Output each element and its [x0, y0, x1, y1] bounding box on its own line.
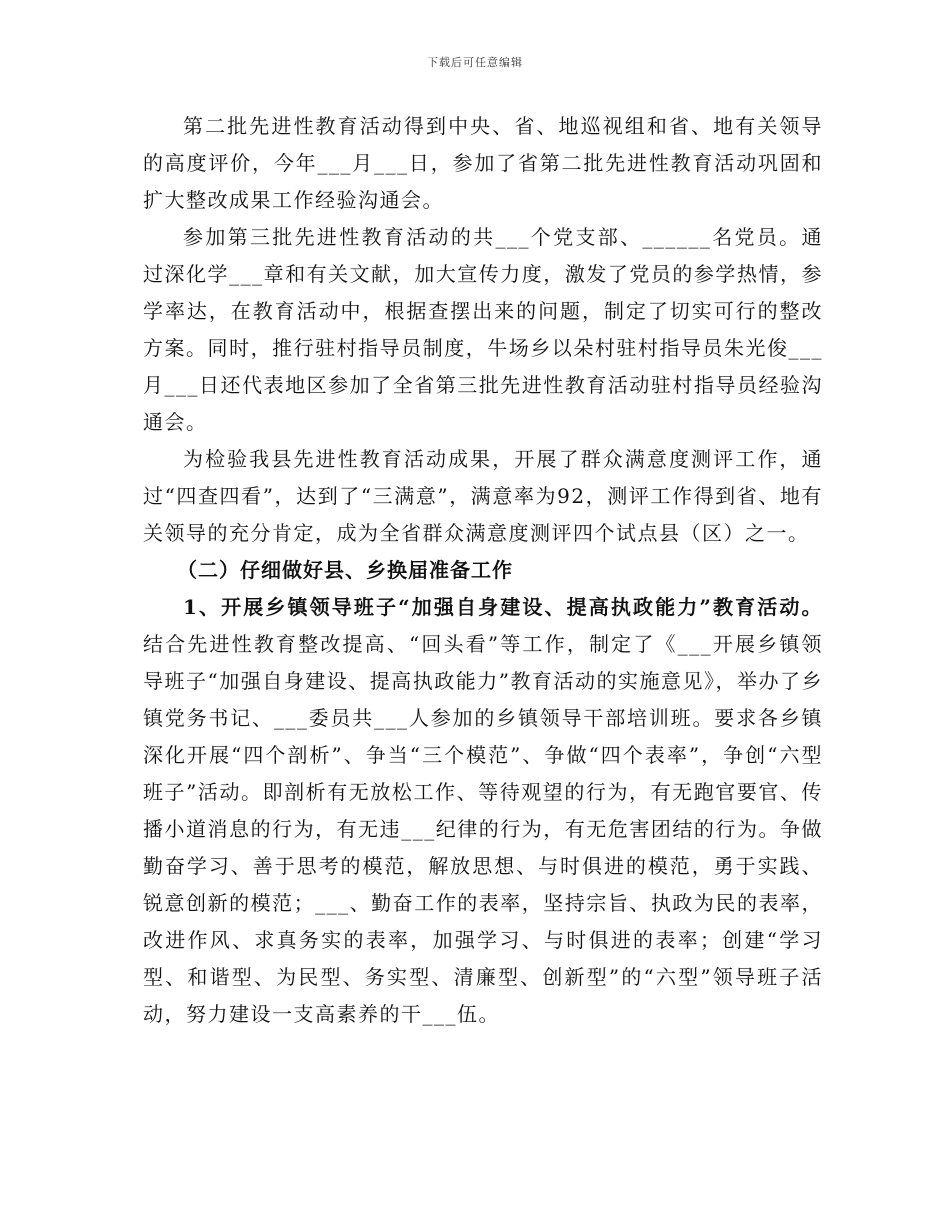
paragraph-lead-title: 1、开展乡镇领导班子“加强自身建设、提高执政能力”教育活动。 — [183, 595, 823, 619]
paragraph-second-batch: 第二批先进性教育活动得到中央、省、地巡视组和省、地有关领导的高度评价，今年___月___日，参加了省第二批先进性教育活动巩固和扩大整改成果工作经验沟通会。 — [143, 114, 823, 212]
paragraph-satisfaction-survey: 为检验我县先进性教育活动成果，开展了群众满意度测评工作，通过“四查四看”，达到了“三满意”，满意率为92，测评工作得到省、地有关领导的充分肯定，成为全省群众满意度测评四个试点县（区）之一。 — [143, 447, 823, 545]
header-note: 下载后可任意编辑 — [427, 56, 523, 69]
document-body — [143, 108, 823, 1033]
paragraph-third-batch: 参加第三批先进性教育活动的共___个党支部、______名党员。通过深化学___章和有关文献，加大宣传力度，激发了党员的参学热情，参学率达，在教育活动中，根据查摆出来的问题，制定了切实可行的整改方案。同时，推行驻村指导员制度，牛场乡以朵村驻村指导员朱光俊___月___日还代表地区参加了全省第三批先进性教育活动驻村指导员经验沟通会。 — [143, 225, 823, 434]
paragraph-education-activity — [143, 589, 823, 1033]
section-heading: （二）仔细做好县、乡换届准备工作 — [177, 558, 513, 582]
paragraph-education-body: 结合先进性教育整改提高、“回头看”等工作，制定了《___开展乡镇领导班子“加强自身建设、提高执政能力”教育活动的实施意见》，举办了乡镇党务书记、___委员共___人参加的乡镇领导干部培训班。要求各乡镇深化开展“四个剖析”、争当“三个模范”、争做“四个表率”，争创“六型班子”活动。即剖析有无放松工作、等待观望的行为，有无跑官要官、传播小道消息的行为，有无违___纪律的行为，有无危害团结的行为。争做勤奋学习、善于思考的模范，解放思想、与时俱进的模范，勇于实践、锐意创新的模范；___、勤奋工作的表率，坚持宗旨、执政为民的表率，改进作风、求真务实的表率，加强学习、与时俱进的表率；创建“学习型、和谐型、为民型、务实型、清廉型、创新型”的“六型”领导班子活动，努力建设一支高素养的干___伍。 — [143, 632, 823, 1026]
